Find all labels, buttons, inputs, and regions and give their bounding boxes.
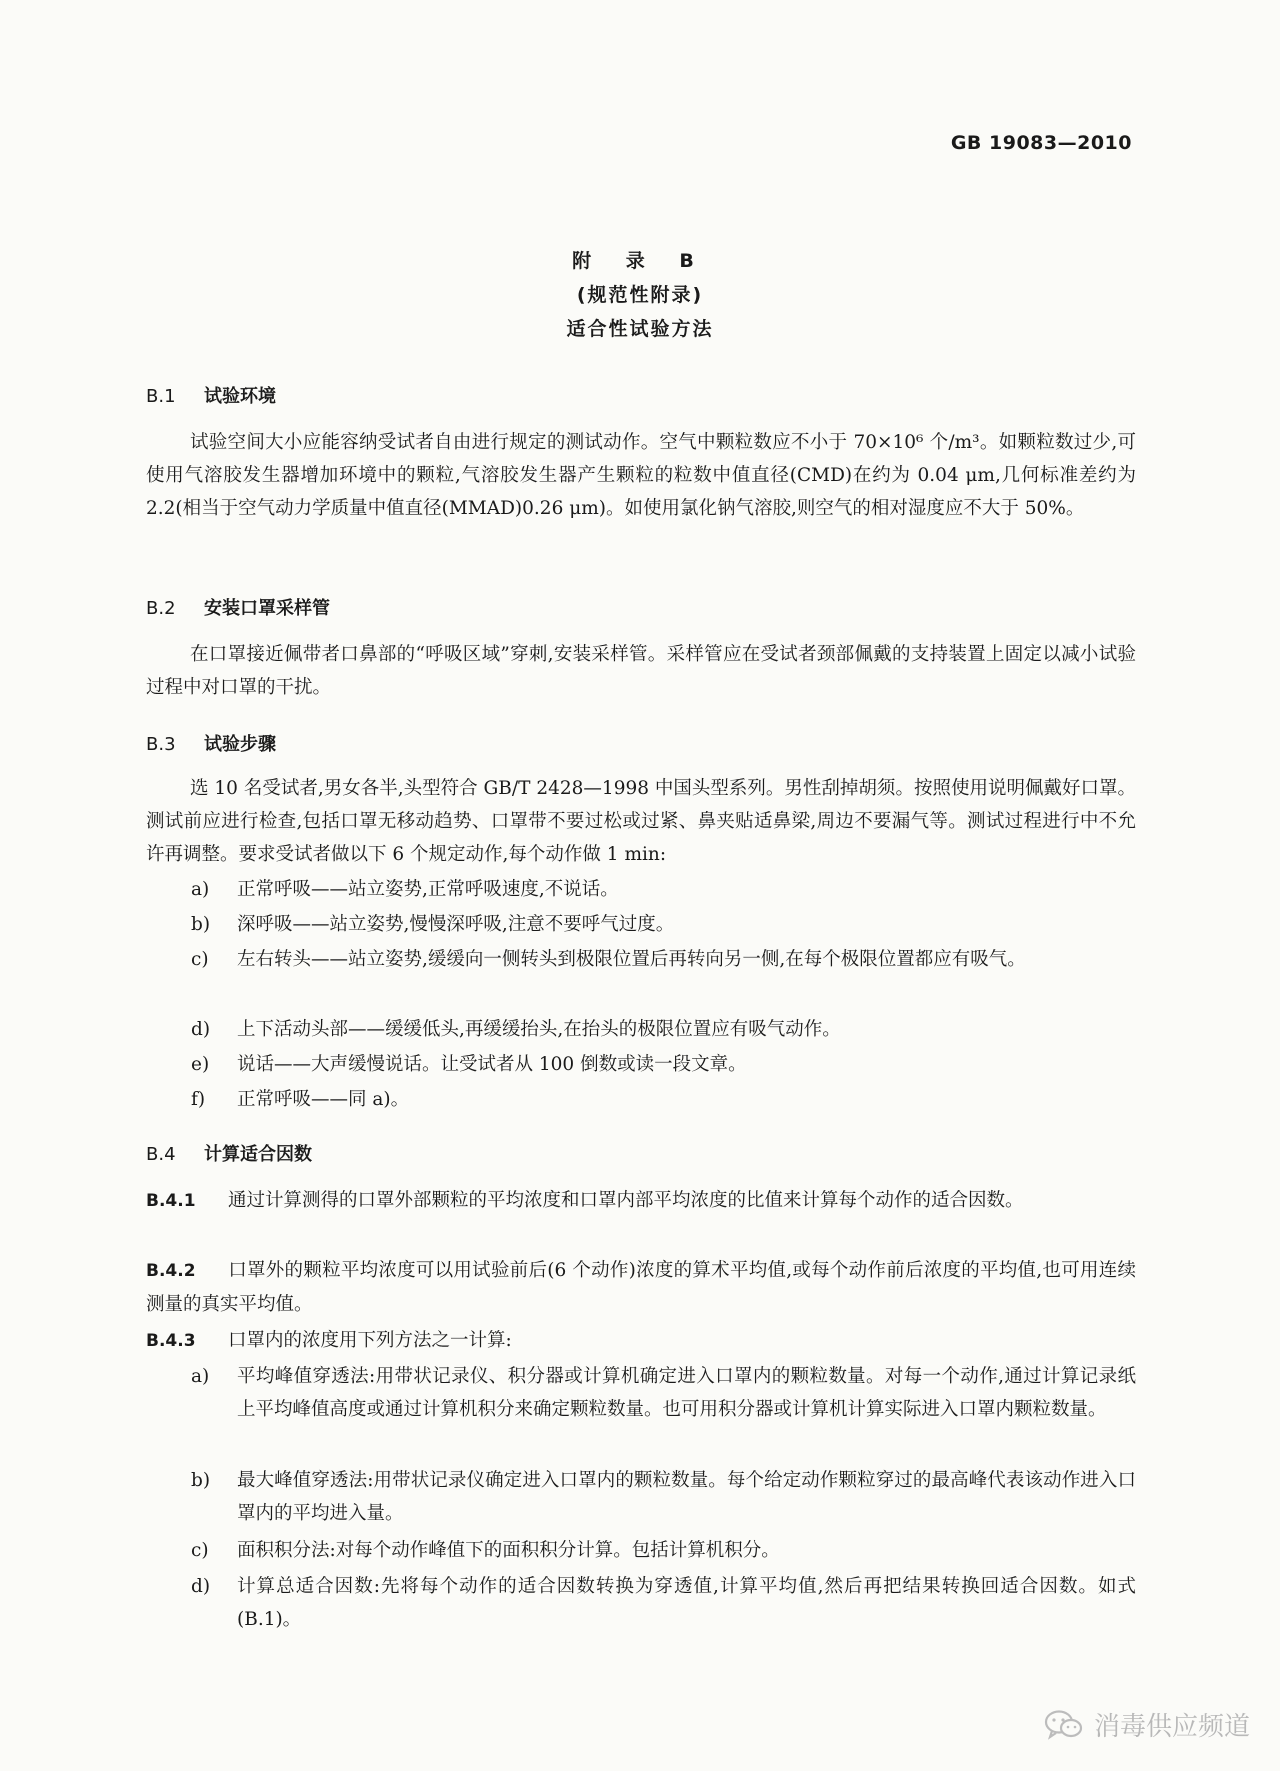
watermark — [1044, 1706, 1250, 1743]
section-title: 安装口罩采样管 — [204, 598, 330, 619]
list-text: 深呼吸——站立姿势,慢慢深呼吸,注意不要呼气过度。 — [237, 914, 675, 935]
subsection-number: B.4.2 — [146, 1261, 196, 1281]
list-item — [191, 908, 1136, 941]
subsection-text: 口罩外的颗粒平均浓度可以用试验前后(6 个动作)浓度的算术平均值,或每个动作前后浓度的平均值,也可用连续测量的真实平均值。 — [146, 1260, 1136, 1315]
list-item — [191, 1083, 1136, 1116]
annex-name: 适合性试验方法 — [566, 318, 714, 340]
list-marker: d) — [191, 1019, 211, 1040]
list-marker: b) — [191, 1470, 211, 1491]
list-marker: b) — [191, 914, 211, 935]
list-item — [191, 1013, 1136, 1046]
list-text: 正常呼吸——同 a)。 — [237, 1089, 410, 1110]
list-item — [191, 1534, 1136, 1567]
section-number: B.1 — [146, 386, 176, 407]
list-marker: a) — [191, 879, 210, 900]
list-text: 平均峰值穿透法:用带状记录仪、积分器或计算机确定进入口罩内的颗粒数量。对每一个动作,通过计算记录纸上平均峰值高度或通过计算机积分来确定颗粒数量。也可用积分器或计算机计算实际进入口罩内颗粒数量。 — [237, 1366, 1136, 1420]
list-text: 说话——大声缓慢说话。让受试者从 100 倒数或读一段文章。 — [237, 1054, 747, 1075]
list-item — [191, 1048, 1136, 1081]
list-marker: c) — [191, 1540, 209, 1561]
section-number: B.3 — [146, 734, 176, 755]
list-marker: a) — [191, 1366, 210, 1387]
list-item — [191, 873, 1136, 906]
subsection-number: B.4.1 — [146, 1191, 196, 1211]
list-item — [191, 943, 1136, 976]
list-text: 左右转头——站立姿势,缓缓向一侧转头到极限位置后再转向另一侧,在每个极限位置都应有吸气。 — [237, 949, 1026, 970]
section-title: 试验步骤 — [204, 734, 276, 755]
section-heading-b1 — [146, 382, 276, 408]
list-text: 面积积分法:对每个动作峰值下的面积积分计算。包括计算机积分。 — [237, 1540, 780, 1561]
section-heading-b3 — [146, 730, 276, 756]
subsection-b43 — [146, 1324, 1136, 1358]
section-heading-b4 — [146, 1140, 312, 1166]
section-text-b1: 试验空间大小应能容纳受试者自由进行规定的测试动作。空气中颗粒数应不小于 70×10⁶ 个/m³。如颗粒数过少,可使用气溶胶发生器增加环境中的颗粒,气溶胶发生器产生颗粒的粒数中值直径(CMD)在约为 0.04 μm,几何标准差约为 2.2(相当于空气动力学质量中值直径(MMAD)0.26 μm)。如使用氯化钠气溶胶,则空气的相对湿度应不大于 50%。 — [146, 432, 1136, 519]
standard-number: GB 19083—2010 — [950, 132, 1132, 154]
list-item — [191, 1360, 1136, 1426]
subsection-b42 — [146, 1254, 1136, 1321]
annex-type: (规范性附录) — [576, 284, 704, 306]
list-marker: f) — [191, 1089, 206, 1110]
list-marker: d) — [191, 1576, 211, 1597]
section-text-b2: 在口罩接近佩带者口鼻部的“呼吸区域”穿刺,安装采样管。采样管应在受试者颈部佩戴的支持装置上固定以减小试验过程中对口罩的干扰。 — [146, 644, 1136, 698]
section-heading-b2 — [146, 594, 330, 620]
list-text: 计算总适合因数:先将每个动作的适合因数转换为穿透值,计算平均值,然后再把结果转换回适合因数。如式(B.1)。 — [237, 1576, 1136, 1630]
subsection-text: 口罩内的浓度用下列方法之一计算: — [228, 1330, 512, 1351]
list-marker: c) — [191, 949, 209, 970]
list-item — [191, 1570, 1136, 1636]
annex-title: 附 录 B — [572, 250, 708, 272]
list-text: 正常呼吸——站立姿势,正常呼吸速度,不说话。 — [237, 879, 619, 900]
subsection-b41 — [146, 1184, 1136, 1218]
section-text-b3: 选 10 名受试者,男女各半,头型符合 GB/T 2428—1998 中国头型系列。男性刮掉胡须。按照使用说明佩戴好口罩。测试前应进行检查,包括口罩无移动趋势、口罩带不要过松或过紧、鼻夹贴适鼻梁,周边不要漏气等。测试过程进行中不允许再调整。要求受试者做以下 6 个规定动作,每个动作做 1 min: — [146, 778, 1136, 865]
section-title: 计算适合因数 — [204, 1144, 312, 1165]
section-title: 试验环境 — [204, 386, 276, 407]
wechat-icon — [1044, 1709, 1084, 1741]
section-number: B.2 — [146, 598, 176, 619]
subsection-text: 通过计算测得的口罩外部颗粒的平均浓度和口罩内部平均浓度的比值来计算每个动作的适合因数。 — [228, 1190, 1024, 1211]
list-marker: e) — [191, 1054, 210, 1075]
list-text: 上下活动头部——缓缓低头,再缓缓抬头,在抬头的极限位置应有吸气动作。 — [237, 1019, 841, 1040]
subsection-number: B.4.3 — [146, 1331, 196, 1351]
list-text: 最大峰值穿透法:用带状记录仪确定进入口罩内的颗粒数量。每个给定动作颗粒穿过的最高峰代表该动作进入口罩内的平均进入量。 — [237, 1470, 1136, 1524]
watermark-text: 消毒供应频道 — [1093, 1712, 1250, 1742]
list-item — [191, 1464, 1136, 1530]
section-number: B.4 — [146, 1144, 176, 1165]
